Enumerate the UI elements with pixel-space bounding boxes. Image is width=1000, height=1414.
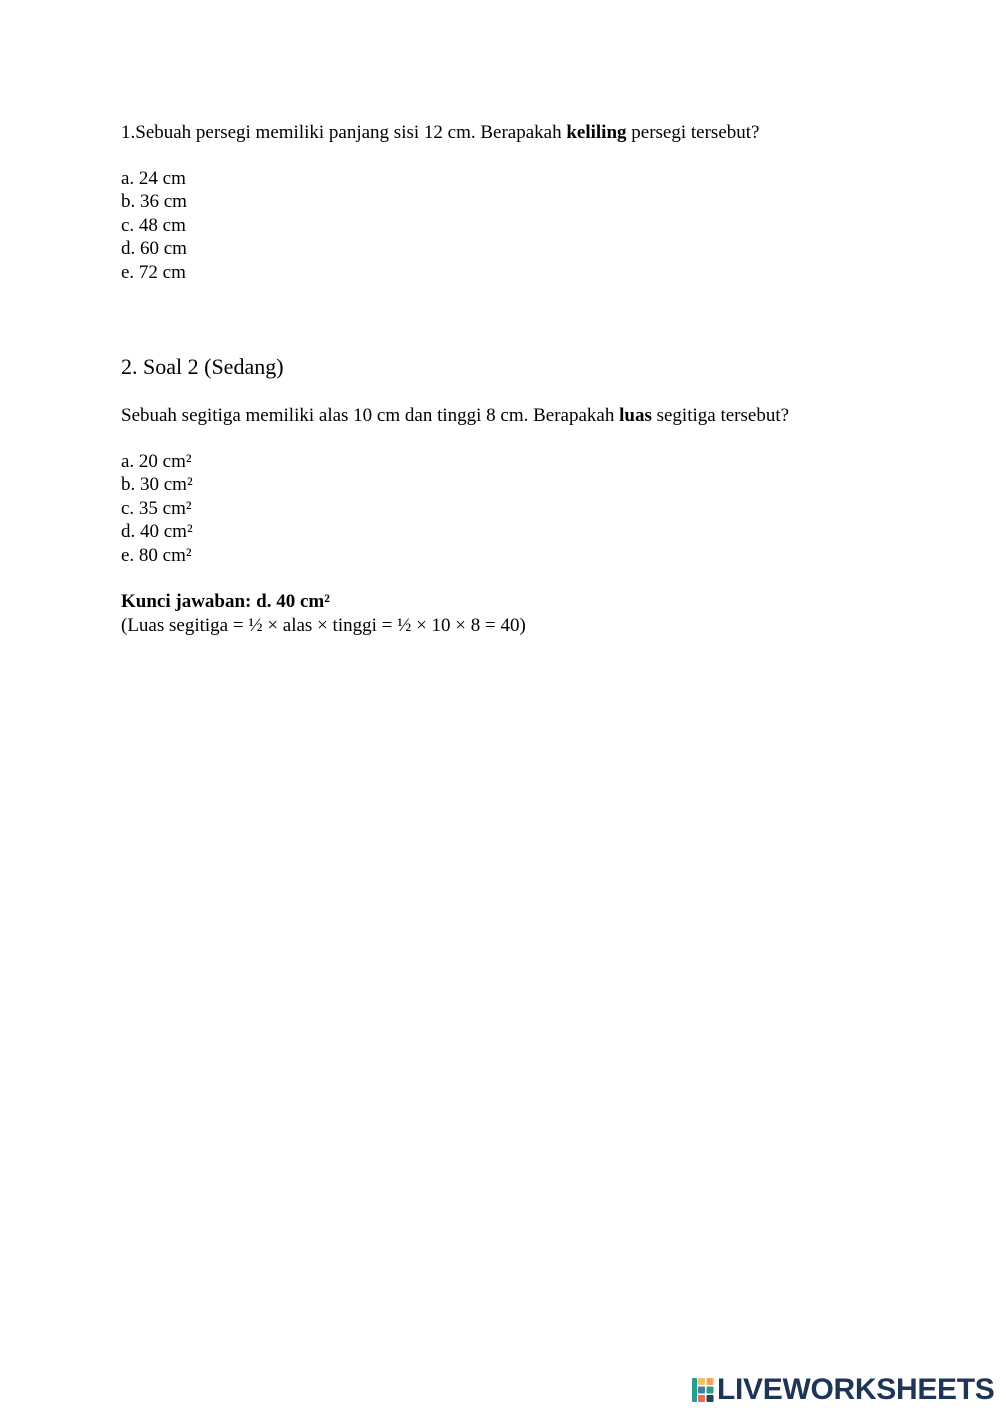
liveworksheets-logo [692,1374,995,1406]
question-2-options [121,450,193,567]
question-2-option-e: e. 80 cm² [121,544,192,566]
answer-explanation: (Luas segitiga = ½ × alas × tinggi = ½ × 10 × 8 = 40) [121,615,526,636]
question-1-option-e: e. 72 cm [121,261,186,283]
answer-key: Kunci jawaban: d. 40 cm² [121,591,330,612]
question-1-option-c: c. 48 cm [121,214,186,236]
question-1-text [121,121,759,144]
question-1-text-after: persegi tersebut? [626,122,760,143]
question-1-option-d: d. 60 cm [121,238,187,260]
liveworksheets-logo-icon [692,1378,714,1402]
question-1-keyword: keliling [566,122,627,143]
question-2-option-c: c. 35 cm² [121,497,192,519]
question-2-text-after: segitiga tersebut? [651,405,790,426]
question-2-text-before: Sebuah segitiga memiliki alas 10 cm dan tinggi 8 cm. Berapakah [121,405,620,426]
question-1-text-before: 1.Sebuah persegi memiliki panjang sisi 12 cm. Berapakah [121,122,567,143]
question-1-option-a: a. 24 cm [121,168,186,189]
question-2-option-d: d. 40 cm² [121,521,193,543]
question-2-option-b: b. 30 cm² [121,474,193,496]
question-1-option-b: b. 36 cm [121,191,187,213]
question-2-heading: 2. Soal 2 (Sedang) [121,354,284,379]
liveworksheets-logo-text: LIVEWORKSHEETS [717,1373,995,1406]
question-2-keyword: luas [619,405,652,426]
question-1-options [121,167,187,284]
question-2-text [121,404,789,427]
question-2-option-a: a. 20 cm² [121,451,192,472]
